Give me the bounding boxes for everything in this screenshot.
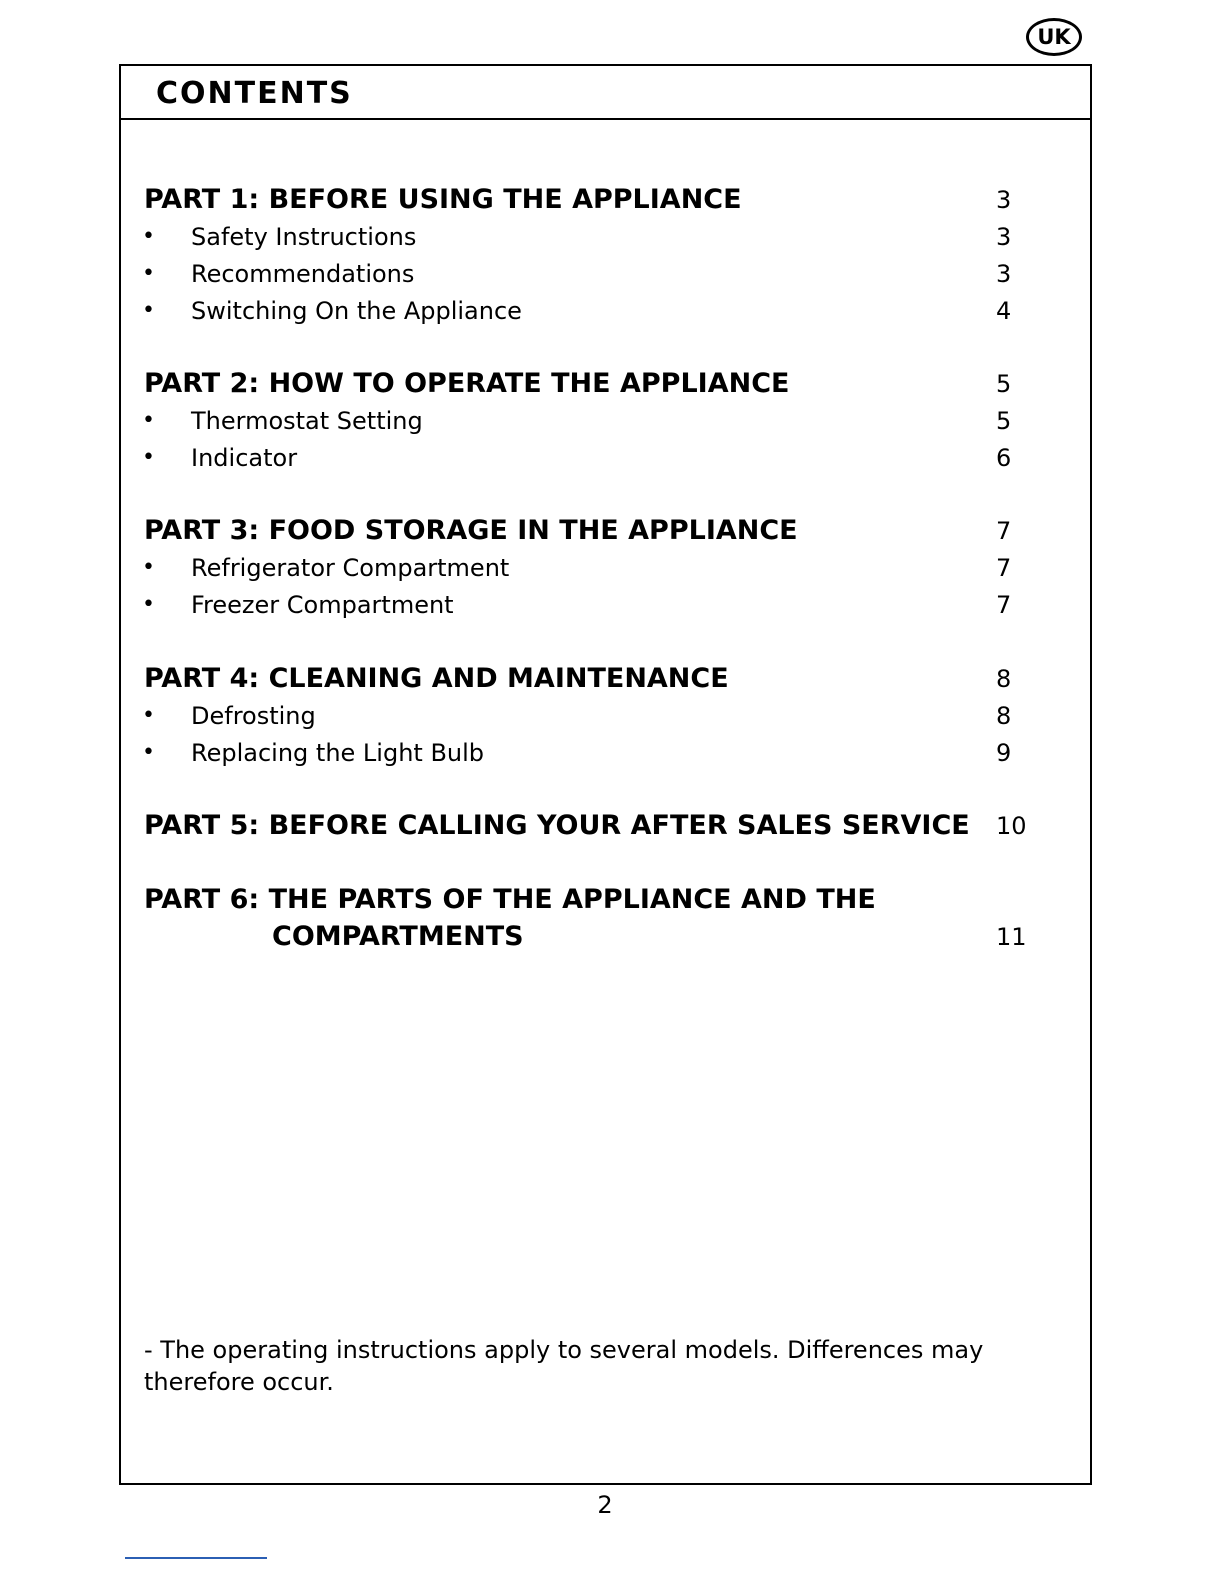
item-page: 7 <box>996 554 1012 582</box>
toc-part-4 <box>121 661 1090 697</box>
bullet-icon: • <box>142 592 155 617</box>
item-page: 5 <box>996 407 1012 435</box>
part-title: PART 1: BEFORE USING THE APPLIANCE <box>144 184 742 215</box>
bullet-icon: • <box>142 445 155 470</box>
models-note: - The operating instructions apply to several models. Differences may therefore occur. <box>144 1336 984 1396</box>
toc-item-defrosting <box>121 698 1090 734</box>
bullet-icon: • <box>142 298 155 323</box>
contents-frame <box>119 64 1092 1485</box>
bullet-icon: • <box>142 740 155 765</box>
contents-header <box>121 66 1090 120</box>
toc-part-6 <box>121 882 1090 918</box>
toc-item-switching-on <box>121 293 1090 329</box>
item-page: 3 <box>996 223 1012 251</box>
part-page: 3 <box>996 186 1012 214</box>
item-label: Recommendations <box>191 260 415 288</box>
part-page: 7 <box>996 517 1012 545</box>
part-page: 8 <box>996 665 1012 693</box>
toc-part-5 <box>121 808 1090 844</box>
part-title: PART 3: FOOD STORAGE IN THE APPLIANCE <box>144 515 798 546</box>
part-page: 5 <box>996 370 1012 398</box>
bullet-icon: • <box>142 224 155 249</box>
item-label: Indicator <box>191 444 298 472</box>
toc-part-6-line-2 <box>121 919 1090 955</box>
part-title: PART 5: BEFORE CALLING YOUR AFTER SALES SERVICE <box>144 810 970 841</box>
item-label: Switching On the Appliance <box>191 297 522 325</box>
part-title-continued: COMPARTMENTS <box>272 921 524 952</box>
bullet-icon: • <box>142 703 155 728</box>
part-title: PART 2: HOW TO OPERATE THE APPLIANCE <box>144 368 790 399</box>
item-page: 9 <box>996 739 1012 767</box>
part-page: 11 <box>996 923 1027 951</box>
toc-item-freezer-compartment <box>121 587 1090 623</box>
part-title: PART 6: THE PARTS OF THE APPLIANCE AND THE <box>144 884 876 915</box>
toc-item-recommendations <box>121 256 1090 292</box>
part-page: 10 <box>996 812 1027 840</box>
toc-item-safety-instructions <box>121 219 1090 255</box>
item-page: 3 <box>996 260 1012 288</box>
toc-part-1 <box>121 182 1090 218</box>
toc-part-2 <box>121 366 1090 402</box>
bullet-icon: • <box>142 408 155 433</box>
bullet-icon: • <box>142 555 155 580</box>
bullet-icon: • <box>142 261 155 286</box>
toc-item-indicator <box>121 440 1090 476</box>
page-number: 2 <box>597 1491 613 1519</box>
toc-part-3 <box>121 513 1090 549</box>
item-label: Freezer Compartment <box>191 591 454 619</box>
item-label: Safety Instructions <box>191 223 417 251</box>
item-label: Refrigerator Compartment <box>191 554 510 582</box>
toc-item-replacing-light-bulb <box>121 735 1090 771</box>
item-page: 8 <box>996 702 1012 730</box>
item-label: Replacing the Light Bulb <box>191 739 485 767</box>
item-page: 6 <box>996 444 1012 472</box>
toc-item-thermostat-setting <box>121 403 1090 439</box>
footer-divider <box>125 1557 267 1559</box>
item-page: 7 <box>996 591 1012 619</box>
item-label: Defrosting <box>191 702 316 730</box>
contents-title: CONTENTS <box>156 76 353 111</box>
toc-item-refrigerator-compartment <box>121 550 1090 586</box>
item-page: 4 <box>996 297 1012 325</box>
item-label: Thermostat Setting <box>191 407 423 435</box>
part-title: PART 4: CLEANING AND MAINTENANCE <box>144 663 729 694</box>
language-badge-uk: UK <box>1026 18 1082 56</box>
